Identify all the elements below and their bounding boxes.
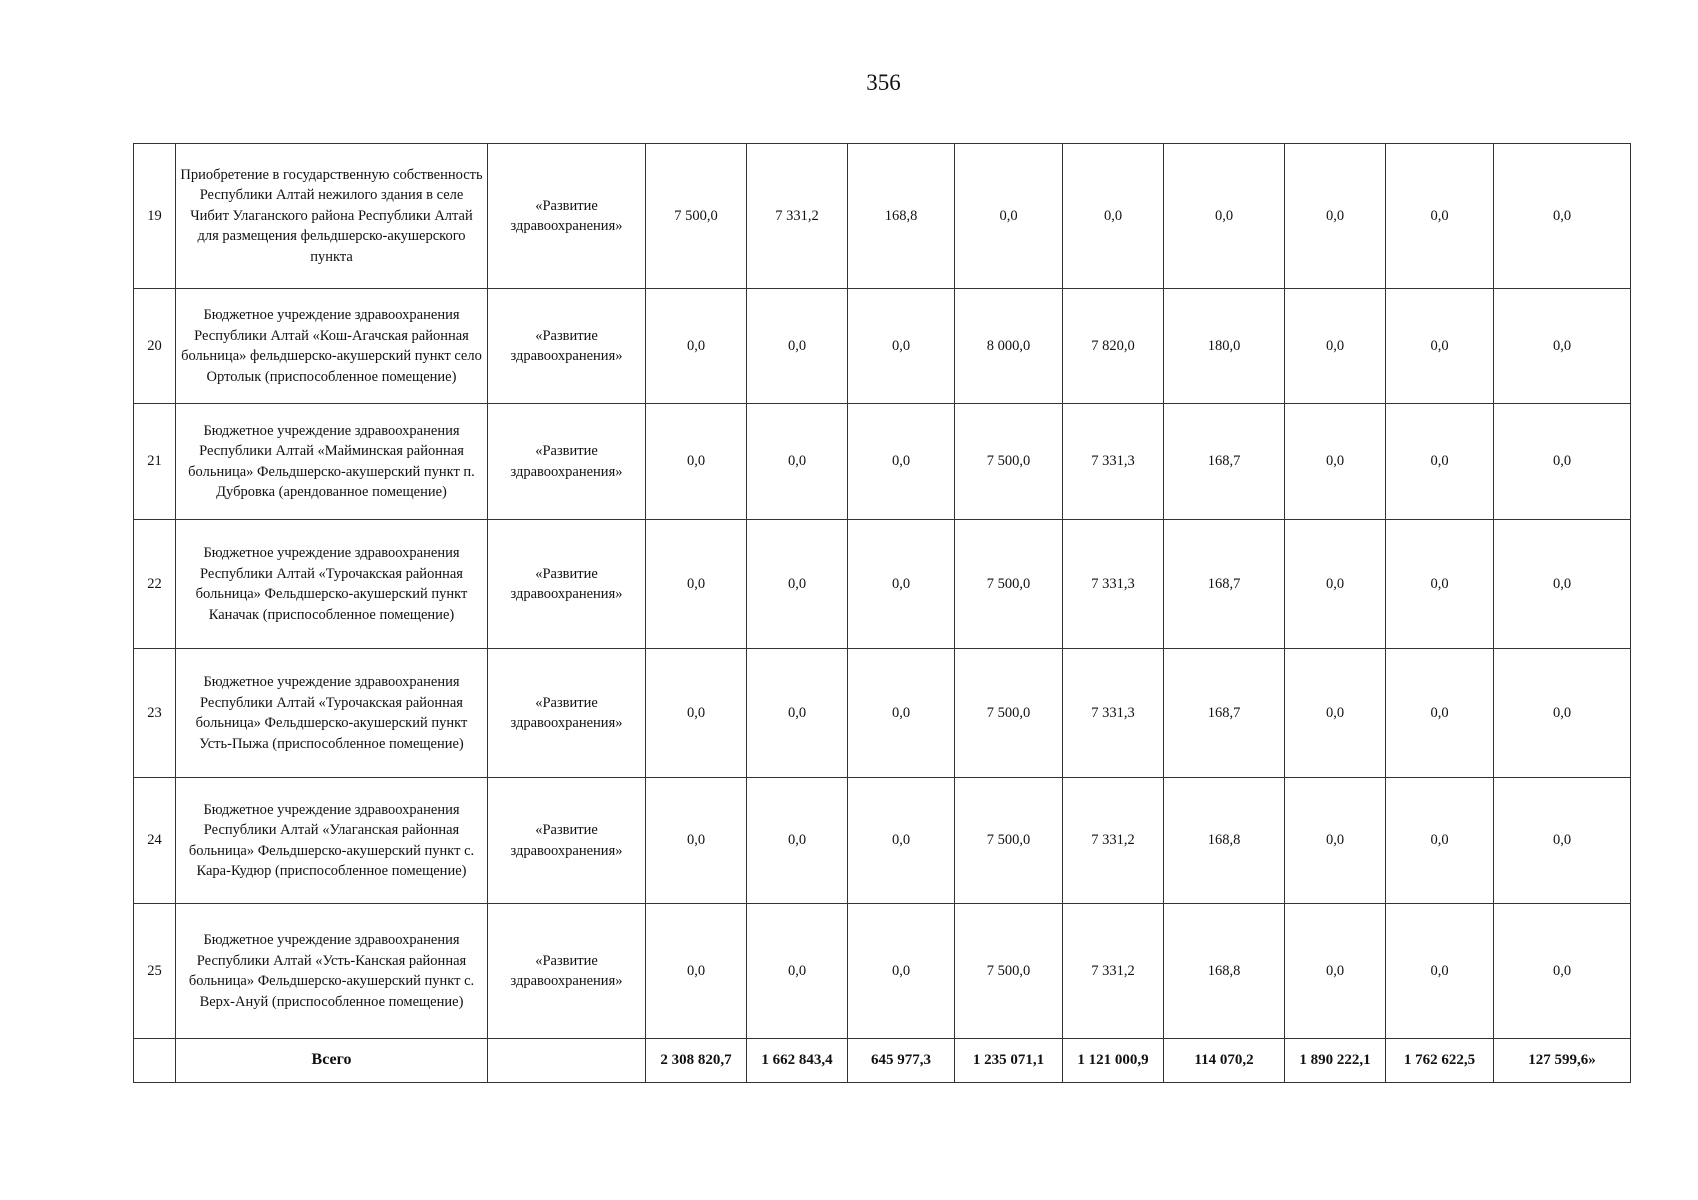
value-cell: 0,0 <box>646 649 747 778</box>
value-cell: 0,0 <box>1285 404 1386 520</box>
value-cell: 0,0 <box>1494 404 1631 520</box>
value-cell: 0,0 <box>955 144 1063 289</box>
row-number: 24 <box>134 778 176 904</box>
object-name: Бюджетное учреждение здравоохранения Республики Алтай «Турочакская районная больница» Фельдшерско-акушерский пункт Усть-Пыжа (приспособленное помещение) <box>176 649 488 778</box>
value-cell: 0,0 <box>848 520 955 649</box>
value-cell: 7 331,2 <box>747 144 848 289</box>
program-name: «Развитие здравоохранения» <box>488 649 646 778</box>
value-cell: 7 331,3 <box>1063 520 1164 649</box>
row-number: 19 <box>134 144 176 289</box>
value-cell: 0,0 <box>1285 520 1386 649</box>
value-cell: 7 331,2 <box>1063 904 1164 1039</box>
value-cell: 0,0 <box>747 778 848 904</box>
value-cell: 0,0 <box>646 520 747 649</box>
total-program-cell <box>488 1039 646 1083</box>
value-cell: 0,0 <box>1285 904 1386 1039</box>
value-cell: 7 500,0 <box>955 520 1063 649</box>
value-cell: 180,0 <box>1164 289 1285 404</box>
total-value-cell: 1 890 222,1 <box>1285 1039 1386 1083</box>
value-cell: 0,0 <box>1285 144 1386 289</box>
table-body <box>134 144 1631 1083</box>
object-name: Бюджетное учреждение здравоохранения Республики Алтай «Турочакская районная больница» Фельдшерско-акушерский пункт Каначак (приспособленное помещение) <box>176 520 488 649</box>
total-number-cell <box>134 1039 176 1083</box>
value-cell: 0,0 <box>1386 289 1494 404</box>
table-row <box>134 904 1631 1039</box>
value-cell: 0,0 <box>1494 144 1631 289</box>
object-name: Бюджетное учреждение здравоохранения Республики Алтай «Кош-Агачская районная больница» фельдшерско-акушерский пункт село Ортолык (приспособленное помещение) <box>176 289 488 404</box>
row-number: 23 <box>134 649 176 778</box>
value-cell: 0,0 <box>1494 904 1631 1039</box>
value-cell: 0,0 <box>646 778 747 904</box>
value-cell: 0,0 <box>1285 778 1386 904</box>
value-cell: 7 500,0 <box>955 778 1063 904</box>
value-cell: 0,0 <box>747 904 848 1039</box>
value-cell: 0,0 <box>1285 289 1386 404</box>
value-cell: 0,0 <box>1386 778 1494 904</box>
object-name: Бюджетное учреждение здравоохранения Республики Алтай «Усть-Канская районная больница» Фельдшерско-акушерский пункт с. Верх-Ануй (приспособленное помещение) <box>176 904 488 1039</box>
value-cell: 0,0 <box>1494 289 1631 404</box>
object-name: Приобретение в государственную собственность Республики Алтай нежилого здания в селе Чибит Улаганского района Республики Алтай для размещения фельдшерско-акушерского пункта <box>176 144 488 289</box>
value-cell: 0,0 <box>848 778 955 904</box>
table-row <box>134 144 1631 289</box>
program-name: «Развитие здравоохранения» <box>488 520 646 649</box>
value-cell: 0,0 <box>1386 904 1494 1039</box>
value-cell: 0,0 <box>848 649 955 778</box>
total-value-cell: 1 662 843,4 <box>747 1039 848 1083</box>
object-name: Бюджетное учреждение здравоохранения Республики Алтай «Улаганская районная больница» Фельдшерско-акушерский пункт с. Кара-Кудюр (приспособленное помещение) <box>176 778 488 904</box>
row-number: 20 <box>134 289 176 404</box>
page-number: 356 <box>866 70 901 95</box>
table-row <box>134 649 1631 778</box>
budget-table <box>133 143 1631 1083</box>
row-number: 21 <box>134 404 176 520</box>
table-row <box>134 520 1631 649</box>
program-name: «Развитие здравоохранения» <box>488 904 646 1039</box>
total-value-cell: 2 308 820,7 <box>646 1039 747 1083</box>
table-row <box>134 778 1631 904</box>
total-value-cell: 645 977,3 <box>848 1039 955 1083</box>
value-cell: 0,0 <box>1494 520 1631 649</box>
value-cell: 168,7 <box>1164 520 1285 649</box>
value-cell: 0,0 <box>1386 520 1494 649</box>
value-cell: 7 500,0 <box>646 144 747 289</box>
value-cell: 0,0 <box>1386 649 1494 778</box>
value-cell: 0,0 <box>646 404 747 520</box>
value-cell: 0,0 <box>747 649 848 778</box>
total-value-cell: 1 235 071,1 <box>955 1039 1063 1083</box>
value-cell: 8 000,0 <box>955 289 1063 404</box>
value-cell: 168,8 <box>848 144 955 289</box>
value-cell: 168,7 <box>1164 649 1285 778</box>
value-cell: 0,0 <box>1164 144 1285 289</box>
table-row <box>134 289 1631 404</box>
value-cell: 0,0 <box>646 289 747 404</box>
value-cell: 168,8 <box>1164 904 1285 1039</box>
total-label: Всего <box>176 1039 488 1083</box>
value-cell: 168,7 <box>1164 404 1285 520</box>
table-row <box>134 404 1631 520</box>
value-cell: 0,0 <box>1063 144 1164 289</box>
value-cell: 0,0 <box>646 904 747 1039</box>
program-name: «Развитие здравоохранения» <box>488 404 646 520</box>
value-cell: 7 500,0 <box>955 404 1063 520</box>
total-value-cell: 1 121 000,9 <box>1063 1039 1164 1083</box>
value-cell: 7 331,3 <box>1063 404 1164 520</box>
value-cell: 7 500,0 <box>955 649 1063 778</box>
value-cell: 0,0 <box>848 904 955 1039</box>
value-cell: 7 820,0 <box>1063 289 1164 404</box>
value-cell: 168,8 <box>1164 778 1285 904</box>
value-cell: 7 331,3 <box>1063 649 1164 778</box>
value-cell: 0,0 <box>848 289 955 404</box>
value-cell: 0,0 <box>1386 144 1494 289</box>
value-cell: 0,0 <box>1386 404 1494 520</box>
value-cell: 0,0 <box>747 289 848 404</box>
program-name: «Развитие здравоохранения» <box>488 144 646 289</box>
total-value-cell: 114 070,2 <box>1164 1039 1285 1083</box>
value-cell: 7 500,0 <box>955 904 1063 1039</box>
value-cell: 0,0 <box>1494 649 1631 778</box>
value-cell: 0,0 <box>747 520 848 649</box>
total-row <box>134 1039 1631 1083</box>
value-cell: 0,0 <box>848 404 955 520</box>
value-cell: 0,0 <box>1494 778 1631 904</box>
program-name: «Развитие здравоохранения» <box>488 289 646 404</box>
object-name: Бюджетное учреждение здравоохранения Республики Алтай «Майминская районная больница» Фельдшерско-акушерский пункт п. Дубровка (арендованное помещение) <box>176 404 488 520</box>
value-cell: 0,0 <box>1285 649 1386 778</box>
value-cell: 0,0 <box>747 404 848 520</box>
row-number: 22 <box>134 520 176 649</box>
total-value-cell: 1 762 622,5 <box>1386 1039 1494 1083</box>
row-number: 25 <box>134 904 176 1039</box>
total-value-cell: 127 599,6» <box>1494 1039 1631 1083</box>
program-name: «Развитие здравоохранения» <box>488 778 646 904</box>
value-cell: 7 331,2 <box>1063 778 1164 904</box>
